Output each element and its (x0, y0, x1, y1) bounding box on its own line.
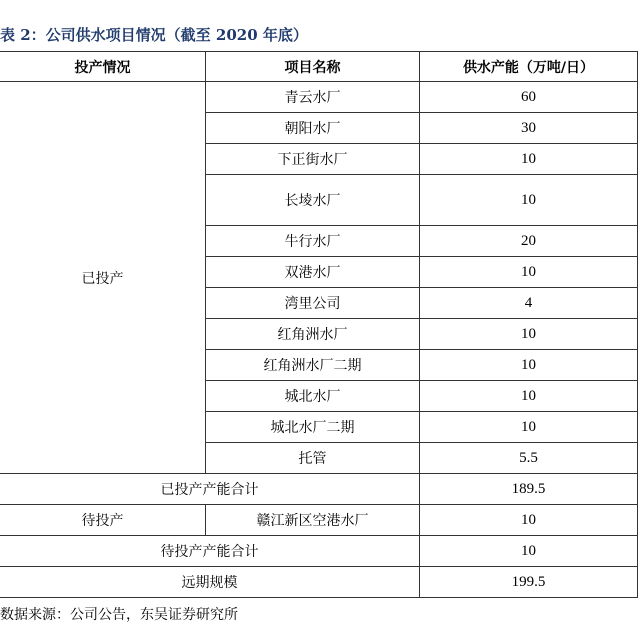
table-row (0, 82, 638, 113)
capacity-value: 10 (420, 350, 638, 381)
subtotal-row-pending (0, 536, 638, 567)
capacity-value: 10 (420, 144, 638, 175)
capacity-value: 10 (420, 381, 638, 412)
capacity-value: 10 (420, 175, 638, 226)
long-term-label: 远期规模 (0, 567, 420, 598)
table-title: 表 2：公司供水项目情况（截至 2020 年底） (0, 26, 308, 44)
project-name: 红角洲水厂二期 (206, 350, 420, 381)
project-name: 红角洲水厂 (206, 319, 420, 350)
capacity-value: 4 (420, 288, 638, 319)
water-supply-table (0, 51, 638, 598)
header-row (0, 52, 638, 82)
project-name: 下正街水厂 (206, 144, 420, 175)
project-name: 托管 (206, 443, 420, 474)
capacity-value: 20 (420, 226, 638, 257)
capacity-value: 5.5 (420, 443, 638, 474)
capacity-value: 10 (420, 505, 638, 536)
project-name: 湾里公司 (206, 288, 420, 319)
project-name: 长堎水厂 (206, 175, 420, 226)
long-term-row (0, 567, 638, 598)
table-row (0, 505, 638, 536)
capacity-value: 10 (420, 319, 638, 350)
project-name: 朝阳水厂 (206, 113, 420, 144)
project-name: 城北水厂二期 (206, 412, 420, 443)
group-label-operational: 已投产 (0, 82, 206, 474)
project-name: 城北水厂 (206, 381, 420, 412)
subtotal-label-pending: 待投产产能合计 (0, 536, 420, 567)
capacity-value: 60 (420, 82, 638, 113)
project-name: 双港水厂 (206, 257, 420, 288)
long-term-value: 199.5 (420, 567, 638, 598)
header-capacity: 供水产能（万吨/日） (420, 52, 638, 82)
subtotal-value-pending: 10 (420, 536, 638, 567)
capacity-value: 30 (420, 113, 638, 144)
project-name: 赣江新区空港水厂 (206, 505, 420, 536)
header-project: 项目名称 (206, 52, 420, 82)
header-status: 投产情况 (0, 52, 206, 82)
subtotal-label-operational: 已投产产能合计 (0, 474, 420, 505)
group-label-pending: 待投产 (0, 505, 206, 536)
subtotal-row-operational (0, 474, 638, 505)
subtotal-value-operational: 189.5 (420, 474, 638, 505)
project-name: 青云水厂 (206, 82, 420, 113)
capacity-value: 10 (420, 257, 638, 288)
capacity-value: 10 (420, 412, 638, 443)
data-source-note: 数据来源：公司公告，东吴证券研究所 (0, 607, 238, 623)
project-name: 牛行水厂 (206, 226, 420, 257)
